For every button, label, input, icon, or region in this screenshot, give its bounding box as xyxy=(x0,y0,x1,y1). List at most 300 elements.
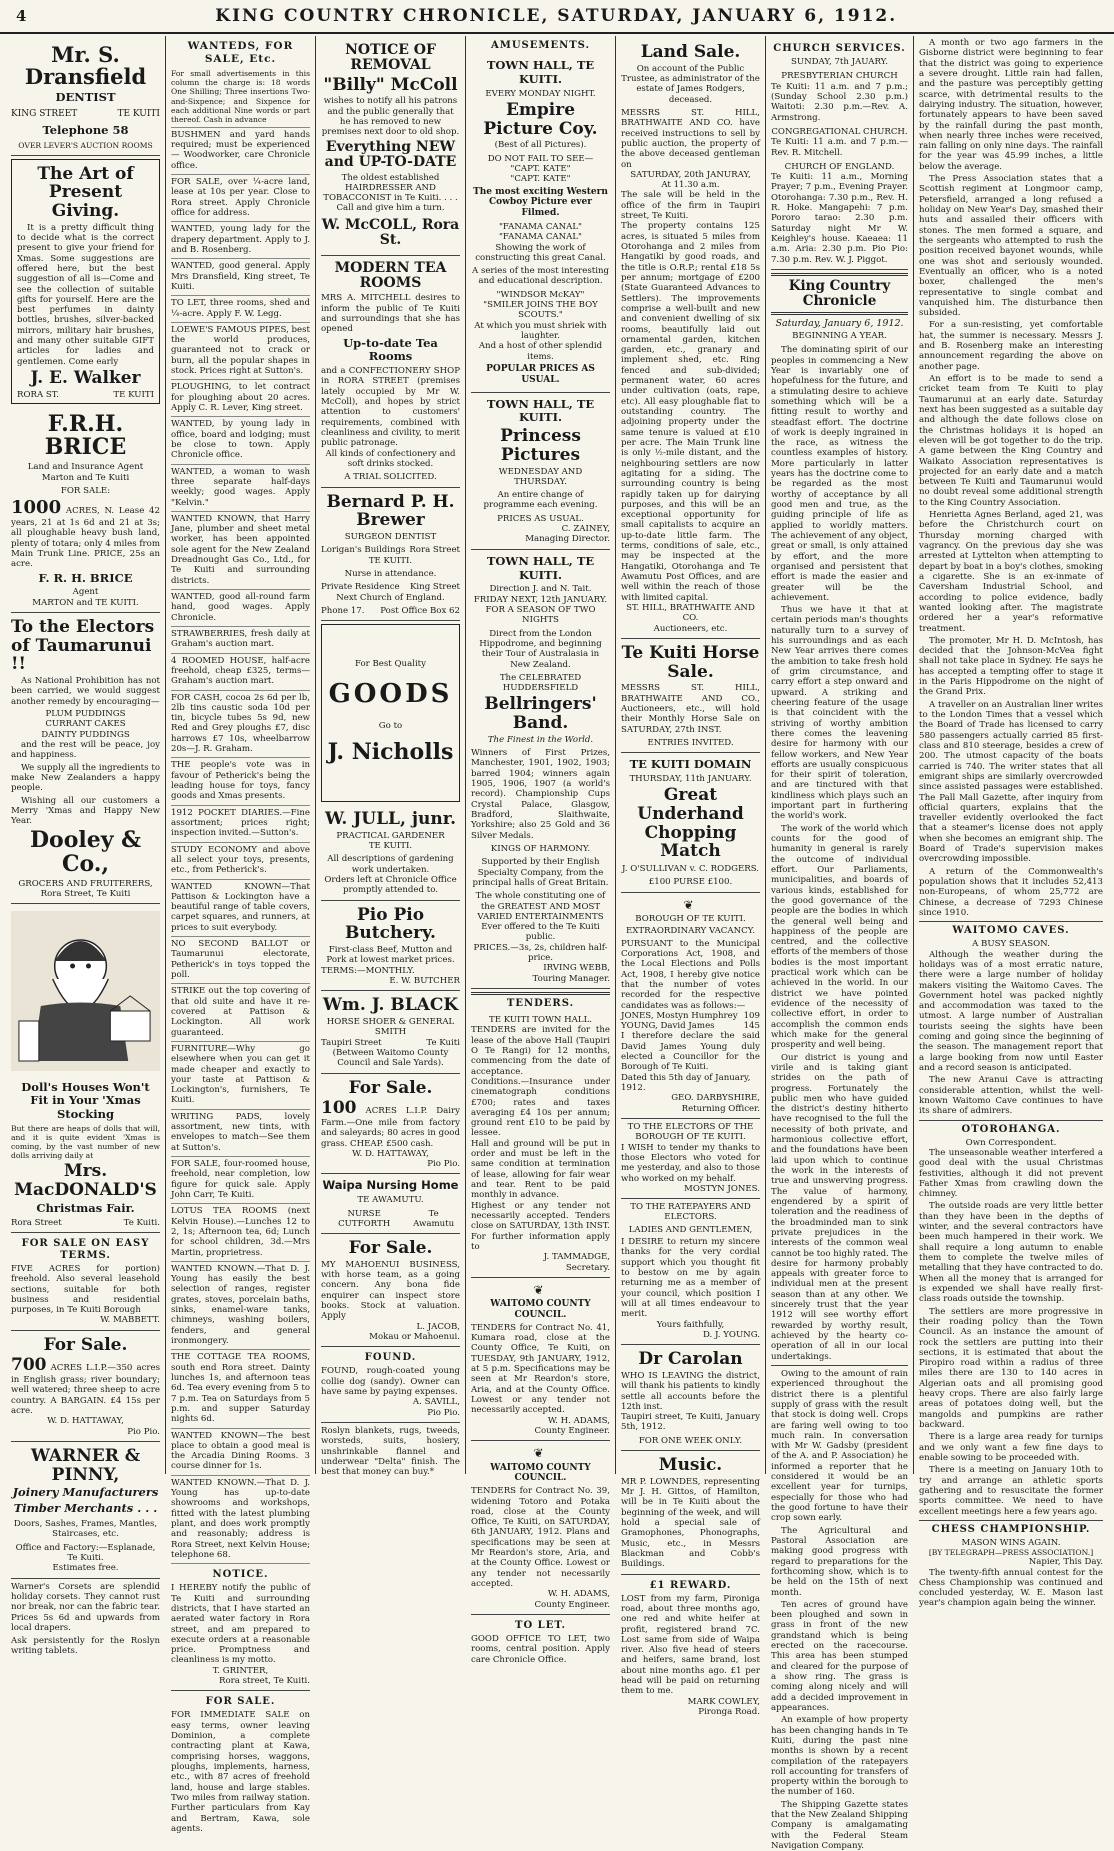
waipa-title: Waipa Nursing Home xyxy=(322,1178,459,1193)
wanted-item: PLOUGHING, to let contract for ploughing about 20 acres. Apply C. R. Lever, King street. xyxy=(171,380,310,417)
bellringers-sig: IRVING WEBB, xyxy=(543,963,610,974)
empire-sub: (Best of all Pictures). xyxy=(494,140,587,151)
macdonald-ad xyxy=(11,904,160,1233)
chopping-domain: TE KUITI DOMAIN xyxy=(629,757,752,772)
bellringers-body3: Supported by their English Specialty Company, from the principal halls of Great Britain. xyxy=(472,857,609,888)
dooley-list-item: CURRANT CAKES xyxy=(45,719,126,730)
otorohanga-sub: Own Correspondent. xyxy=(965,1137,1057,1148)
chopping-purse: £100 PURSE £100. xyxy=(648,877,733,888)
crest-icon: ❦ xyxy=(683,897,698,912)
column-2 xyxy=(166,36,316,1834)
piopio-terms: TERMS:—MONTHLY. xyxy=(321,965,415,976)
nicholls-goods: GOODS xyxy=(328,679,453,710)
vacancy-sig: GEO. DARBYSHIRE, xyxy=(671,1093,760,1104)
mahoenui-sig: L. JACOB, xyxy=(416,1321,460,1332)
editorial-para: The dominating spirit of our peoples in commencing a New Year is invariably one of hopefulness for the future, and a stimulating desire to achieve something which will be a fitting result to worthy and steadfast effort. The doctrine of work is deeply ingrained in the race, as witness the countless examples of history. More particularly in latter years has the doctrine come to be regarded as the most worthy of acceptance by all good men and true, as the guiding principle of life as applied to worldly matters. The achievement of any object, great or small, is only attained by effort, and the more organised and persistent that effort is made the easier and greater will be the achievement. xyxy=(771,345,908,603)
horsesale-ad xyxy=(621,639,760,753)
chopping-title: Great Underhand Chopping Match xyxy=(637,785,744,862)
young-sig: D. J. YOUNG. xyxy=(702,1329,760,1340)
dooley-body3: We supply all the ingredients to make New Zealanders a happy people. xyxy=(11,762,160,794)
mccoll-name: "Billy" McColl xyxy=(323,74,458,95)
services-title: CHURCH SERVICES. xyxy=(773,43,906,54)
reward-ad xyxy=(621,1575,760,1722)
wanted-item: FOR SALE, four-roomed house, freehold, near completion, low figure for quick sale. Apply John Carr, Te Kuiti. xyxy=(171,1157,310,1204)
vacancy-ad xyxy=(621,893,760,1119)
dooley-list-item: DAINTY PUDDINGS xyxy=(41,729,130,740)
otorohanga-body2: The outside roads are very little better than they have been in the depths of winter, and the several contractors have been much hampered in their work. We shall require a long autumn to enable them to complete the twelve miles of metalling that they have contracted to do. When all the money that is arranged for is expended we shall have really first-class roads outside the township. xyxy=(919,1201,1103,1305)
chess-place: Napier, This Day. xyxy=(1028,1557,1103,1568)
service-group-body: Te Kuiti: 11 a.m. and 7 p.m.—Rev. R. Mitchell. xyxy=(771,137,908,158)
bellringers-kings: KINGS OF HARMONY. xyxy=(490,843,591,854)
carolan-title: Dr Carolan xyxy=(638,1349,743,1370)
waitomo2-sig: W. H. ADAMS, xyxy=(547,1589,610,1600)
waitomo1-title: WAITOMO COUNTY COUNCIL. xyxy=(490,1299,591,1321)
dooley-body4: Wishing all our customers a Merry 'Xmas and Happy New Year. xyxy=(11,795,160,827)
black-name: Wm. J. BLACK xyxy=(322,995,459,1016)
page-columns xyxy=(6,36,1108,1851)
wanted-item: WANTED KNOWN—That Pattison & Lockington have a beautiful range of table covers, carpet squares, and runners, at prices to suit everybody. xyxy=(171,880,310,938)
empire-film: "FANAMA CANAL" xyxy=(498,232,582,243)
princess-body: An entire change of programme each evening. xyxy=(483,490,598,511)
chopping-ad xyxy=(621,753,760,892)
found-body: FOUND, rough-coated young collie dog (sandy). Owner can have same by paying expenses. xyxy=(321,1366,460,1397)
mahoenui-body: MY MAHOENUI BUSINESS, with horse team, as a going concern. Any bona fide enquirer can inspect store books. Stock at valuation. Apply xyxy=(321,1259,460,1322)
bellringers-prices: PRICES.—3s, 2s, children half-price. xyxy=(473,942,608,964)
bellringers-body4: The whole constituting one of the GREATEST AND MOST VARIED ENTERTAINMENTS Ever offered to the Te Kuiti public. xyxy=(475,891,606,943)
grinter-body: I HEREBY notify the public of Te Kuiti and surrounding districts, that I have started an aerated water factory in Rora street, and am prepared to execute orders at a reasonable price. Promptness and cleanliness is my motto. xyxy=(171,1583,310,1666)
page-number: 4 xyxy=(16,7,27,25)
warner-items: Doors, Sashes, Frames, Mantles, Staircases, etc. xyxy=(13,1519,158,1540)
tearooms-body3: All kinds of confectionery and soft drinks stocked. xyxy=(325,448,456,469)
dransfield-name: Mr. S. Dransfield xyxy=(24,42,147,90)
empire-prices: POPULAR PRICES AS USUAL. xyxy=(486,363,595,385)
empire-desc3: A series of the most interesting and educational description. xyxy=(472,266,609,287)
santa-illustration-icon xyxy=(11,911,160,1071)
wanteds-rates: For small advertisements in this column the charge is: 18 words One Shilling; Three insertions Two-and-Sixpence; and Sixpence for each additional Nine words or part thereof. Cash in advance xyxy=(171,67,310,128)
wanted-item: WANTED KNOWN.—That D. J. Young has up-to-date showrooms and workshops, fitted with the latest plumbing plant, and does work promptly and reasonably; address is Rora Street, next Kelvin House; telephone 68. xyxy=(171,1476,310,1565)
forsale-acres: 100 xyxy=(321,1098,357,1119)
empire-film: "SMILER JOINS THE BOY SCOUTS." xyxy=(483,300,598,321)
otorohanga-body4: There is a large area ready for turnips and we only want a few fine days to enable sowing to be proceeded with. xyxy=(919,1432,1103,1463)
brewer-street: Rora Street xyxy=(409,545,460,556)
wanted-item: STRAWBERRIES, fresh daily at Graham's auction mart. xyxy=(171,627,310,654)
kay-title: FOR SALE. xyxy=(205,1696,276,1708)
walker-street: RORA ST. xyxy=(17,389,60,400)
chopping-when: THURSDAY, 11th JANUARY. xyxy=(629,773,752,784)
note-para: The Agricultural and Pastoral Association are making good progress with regard to preparations for the forthcoming show, which is to be held on the 15th of next month. xyxy=(771,1525,908,1598)
wanted-item: WANTED KNOWN.—That D. J. Young has easily the best selection of ranges, register grates, stoves, porcelain baths, sinks, enamel-ware tanks, chimneys, washing boilers, fenders, and general ironmongery. xyxy=(171,1262,310,1351)
bellringers-when: FRIDAY NEXT, 12th JANUARY. xyxy=(473,594,608,605)
mccoll-title: NOTICE OF REMOVAL xyxy=(345,42,436,74)
landsale-body2: MESSRS ST. HILL, BRATHWAITE AND CO. have received instructions to sell by public auction, the property of the above deceased gentleman on xyxy=(621,107,760,170)
reward-sig: MARK COWLEY, xyxy=(687,1696,760,1707)
wanteds-header: WANTEDS, FOR SALE, Etc. xyxy=(187,40,294,65)
service-group-body: Te Kuiti: 11 a.m., Morning Prayer; 7 p.m., Evening Prayer. Otorohanga: 7.30 p.m., Rev. H. R. Hoke. Mangapehi: 7 p.m. Pororo tarao: 2.30 p.m. Saturday night Mr W. Keighley's house. Kaeaea: 11 a.m. Aria: 2.30 p.m. Pio Pio: 7.30 p.m. Rev. W. J. Piggot. xyxy=(771,172,908,265)
service-group-name: CHURCH OF ENGLAND. xyxy=(784,161,895,172)
jull-role: PRACTICAL GARDENER xyxy=(336,830,445,841)
empire-name: Empire Picture Coy. xyxy=(483,99,598,139)
reward-addr: Pironga Road. xyxy=(698,1707,760,1717)
tearooms-ad xyxy=(321,256,460,488)
tearooms-body: MRS A. MITCHELL desires to inform the public of Te Kuiti and surroundings that she has opened xyxy=(321,293,460,335)
hattaway-town: Pio Pio. xyxy=(127,1426,160,1437)
waitomo2-title: WAITOMO COUNTY COUNCIL. xyxy=(490,1462,591,1484)
service-group-body: Te Kuiti: 11 a.m. and 7 p.m.; (Sunday School 2.30 p.m.) Waitoti: 2.30 p.m.—Rev. A. Armstrong. xyxy=(771,81,908,123)
princess-role: Managing Director. xyxy=(525,534,610,545)
black-ad xyxy=(321,991,460,1073)
tenders-sig: J. TAMMADGE, xyxy=(543,1252,610,1263)
young-ad xyxy=(621,1199,760,1345)
service-group-name: CONGREGATIONAL CHURCH. xyxy=(771,126,908,137)
carolan-week: FOR ONE WEEK ONLY. xyxy=(638,1435,743,1446)
dooley-body: As National Prohibition has not been carried, we would suggest another remedy by encouraging— xyxy=(11,676,160,707)
note-para: A traveller on an Australian liner writes to the London Times that a vessel which the Board of Trade has licensed to carry 580 passengers actually carried 85 first-class and 810 steerage, besides a crew of 200. The utmost capacity of the boats carried is 740. The writer states that all emigrant ships are similarly overcrowded since assisted passages were established. The Pall Mall Gazette, after inquiry from official quarters, explains that the traveller evidently overlooked the fact that a steamer's license does not apply when she becomes an emigrant ship. The Board of Trade's supervision makes overcrowding impossible. xyxy=(919,699,1103,865)
dooley-body2: and the rest will be peace, joy and happiness. xyxy=(11,739,160,761)
found-ad xyxy=(321,1347,460,1423)
empire-desc4: At which you must shriek with laughter. xyxy=(474,320,607,342)
landsale-body: On account of the Public Trustee, as administrator of the estate of James Rodgers, deceased. xyxy=(621,63,760,105)
reward-title: £1 REWARD. xyxy=(649,1579,732,1591)
music-title: Music. xyxy=(658,1455,723,1476)
wanted-item: STUDY ECONOMY and above all select your toys, presents, etc., from Petherick's. xyxy=(171,843,310,880)
vacancy-body2: I therefore declare the said David James Young duly elected a Councillor for the Borough of Te Kuiti. xyxy=(621,1031,760,1073)
music-body: MR P. LOWNDES, representing Mr J. H. Gittos, of Hamilton, will be in Te Kuiti about the beginning of the week, and will hold a special sale of Gramophones, Phonographs, Music, etc., in Messrs Blackman and Cobb's Buildings. xyxy=(621,1476,760,1570)
carolan-body: WHO IS LEAVING the district, will thank his patients to kindly settle all accounts before the 12th inst. xyxy=(621,1370,760,1412)
note-para: The promoter, Mr H. D. McIntosh, has decided that the Johnson-McVea fight shall not take place in Sydney. He says he has accepted a tempting offer to stage it in the Paris Hippodrome on the night of the Grand Prix. xyxy=(919,635,1103,698)
piopio-body: First-class Beef, Mutton and Pork at lowest market prices. xyxy=(326,945,455,966)
general-notes xyxy=(919,38,1103,918)
macdonald-street: Rora Street xyxy=(11,1217,62,1228)
forsale-body: ACRES L.I.P. Dairy Farm.—One mile from factory and saleyards; 80 acres in good grass. CHEAP. £500 cash. xyxy=(321,1106,461,1149)
wanted-item: 4 ROOMED HOUSE, half-acre freehold, cheap £325, terms—Graham's auction mart. xyxy=(171,654,310,691)
tenders-body4: Highest or any tender not necessarily accepted. Tenders close on SATURDAY, 13th INST. For further information apply to xyxy=(471,1200,610,1252)
empire-when: EVERY MONDAY NIGHT. xyxy=(485,88,596,99)
jull-body: All descriptions of gardening work undertaken. xyxy=(327,854,454,875)
caves-body2: The new Aranui Cave is attracting considerable attention, whilst the well-known Waitomo Cave continues to have its share of admirers. xyxy=(919,1075,1103,1117)
grinter-title: NOTICE. xyxy=(212,1569,269,1581)
brice-sig: F. R. H. BRICE xyxy=(38,570,133,585)
waipa-nurse: NURSE CUTFORTH xyxy=(338,1208,391,1229)
bellringers-dir: Direction J. and N. Tait. xyxy=(489,584,592,595)
grinter-sig: T. GRINTER, xyxy=(212,1665,269,1676)
landsale-role: Auctioneers, etc. xyxy=(653,623,728,634)
walker-title: The Art of Present Giving. xyxy=(37,163,134,221)
wanted-item: WANTED, by young lady in office, board and lodging; must be close to town. Apply Chronicle office. xyxy=(171,417,310,464)
landsale-sig: ST. HILL, BRATHWAITE AND CO. xyxy=(626,602,755,624)
mahoenui-town: Mokau or Mahoenui. xyxy=(369,1332,460,1343)
tenders-hall-ad xyxy=(471,1012,610,1278)
found-sig: A. SAVILL, xyxy=(412,1397,460,1408)
piopio-ad xyxy=(321,901,460,992)
otorohanga-body: The unseasonable weather interfered a good deal with the usual Christmas festivities, although it did not prevent Father Xmas from crawling down the chimney. xyxy=(919,1147,1103,1200)
vacancy-body: PURSUANT to the Municipal Corporations Act, 1908, and the Local Elections and Polls Act, 1908, I hereby give notice that the number of votes recorded for the respective candidates was as follows:— xyxy=(621,938,760,1011)
music-ad xyxy=(621,1451,760,1575)
brewer-church: Next Church of England. xyxy=(336,592,445,603)
wanteds-list xyxy=(171,128,310,1564)
dooley-title: To the Electors of Taumarunui !! xyxy=(11,617,155,675)
editorial-body xyxy=(771,345,908,1362)
dransfield-role: DENTIST xyxy=(55,90,116,105)
chess-title: CHESS CHAMPIONSHIP. xyxy=(931,1523,1091,1535)
brice-town: Marton and Te Kuiti xyxy=(41,472,130,483)
empire-film: "CAPT. KATE" xyxy=(510,174,571,185)
column-1 xyxy=(6,36,166,1657)
tearooms-body2: and a CONFECTIONERY SHOP in RORA STREET (premises lately occupied by Mr W. McColl), and hopes by strict attention to customers' requirements, combined with cleanliness and civility, to merit public patronage. xyxy=(321,366,460,449)
dooley-list-item: PLUM PUDDINGS xyxy=(45,709,126,720)
waipa-ad xyxy=(321,1174,460,1234)
wanted-item: FURNITURE—Why go elsewhere when you can get it made cheaper and exactly to your taste at Pattison & Lockington's, furnishers, Te Kuiti. xyxy=(171,1042,310,1110)
jull-name: W. JULL, junr. xyxy=(324,809,457,830)
note-para: Owing to the amount of rain experienced throughout the district there is a plentiful supply of grass with the result that stock is doing well. Crops are faring well owing to too much rain. In conversation with Mr W. Gadsby (president of the A. and P. Association) he informed a reporter that he considered it would be an excellent year for turnips, especially for those who had the good fortune to have their crop sown early. xyxy=(771,1368,908,1524)
wanted-item: BUSHMEN and yard hands required; must be experienced — Woodworker, care Chronicle office. xyxy=(171,128,310,175)
editorial-date: Saturday, January 6, 1912. xyxy=(775,317,904,329)
princess-hall: TOWN HALL, TE KUITI. xyxy=(486,396,595,425)
piopio-sig: E. W. BUTCHER xyxy=(389,975,460,986)
jones-ad xyxy=(621,1119,760,1199)
mahoenui-ad xyxy=(321,1234,460,1347)
hattaway-acres: 700 xyxy=(11,1355,47,1376)
found-town: Pio Pio. xyxy=(427,1407,460,1418)
landsale-body4: The property contains 125 acres, is situated 5 miles from Otorohanga and 2 miles from Hangatiki by good roads, and the title is O.R.P.; rental £18 5s per annum; mortgage of £200 (State Guaranteed Advances to Settlers). The improvements comprise a well-built and new and convenient dwelling of six rooms, beautifully laid out ornamental garden, kitchen garden, etc., granary and implement shed, etc. Ring fenced and sub-divided; permanent water, 60 acres under cultivation (oats, rape, etc). All easy ploughable flat to outstanding country. The adjoining property under the same tenure is valued at £10 per acre. The Main Trunk line is only ½-mile distant, and the neighbouring settlers are now agitating for a siding. The surrounding country is being rapidly taken up for dairying purposes, and this will be an exceptional opportunity for small capitalists to acquire an up-to-date little farm. The terms, conditions of sale, etc., may be inspected at the Hangatiki, Otorohanga and Te Awamutu Post Offices, and are well within the reach of those with limited capital. xyxy=(621,221,760,603)
wanted-item: TO LET, three rooms, shed and ¼-acre. Apply F. W. Legg. xyxy=(171,296,310,323)
otorohanga-body5: There is a meeting on January 10th to try and arrange an athletic sports gathering and to resuscitate the former sports committee. We need to have excellent meetings here a few years ago. xyxy=(919,1465,1103,1517)
editorial-para: Thus we have it that at certain periods man's thoughts naturally turn to a survey of his surroundings and as each New Year arrives there comes the ambition to take fresh hold of grim circumstance, and carry effort a step onward and upward. A striking and cheering feature of the usage is that coincident with the striving of worthy ambition there comes the leavening desire for harmony with our fellow workers, and New Year efforts are usually conspicuous for their spirit of toleration, and are tinctured with that kindliness which plays such an important part in furthering the world's work. xyxy=(771,605,908,822)
bellringers-ad xyxy=(471,550,610,989)
editorial-para: Our district is young and virile and is taking giant strides on the path of progress. Fortunately the public men who have guided the district's destiny hitherto have recognised to the full the necessity of both private, and harmonious collective effort, and the foundations have been laid upon which to continue the work in the interests of true and unswerving progress. The value of harmony, engendered by a spirit of toleration and the readiness of the broadminded man to sink private prejudices in the interests of the common weal cannot be too highly rated. The desire for harmony probably appeals with greater force to individual men at the present season than at any other. We sincerely trust that the year 1912 will see worthy effort rewarded by worthy result, achieved by the hearty co-operation of all in our local undertakings. xyxy=(771,1052,908,1362)
service-group-name: PRESBYTERIAN CHURCH xyxy=(781,71,898,82)
brewer-role: SURGEON DENTIST xyxy=(344,531,437,542)
horsesale-body: MESSRS ST. HILL, BRATHWAITE AND CO., Auctioneers, etc., will hold their Monthly Horse Sale on SATURDAY, 27th INST. xyxy=(621,683,760,735)
black-role: HORSE SHOER & GENERAL SMITH xyxy=(326,1016,455,1038)
horsesale-title: Te Kuiti Horse Sale. xyxy=(621,642,760,682)
brice-sig-role: Agent xyxy=(72,587,99,598)
jull-ad xyxy=(321,805,460,901)
wanted-item: LOEWE'S FAMOUS PIPES, best the world produces, guaranteed not to crack or burn, all the popular shapes in stock. Prices right at Sutton's. xyxy=(171,323,310,381)
brice-acres: 1000 xyxy=(11,497,62,519)
editorial-para: The work of the world which counts for the good of humanity in general is rarely the outcome of individual effort. Our Parliaments, municipalities, and boards of various kinds, established for the good governance of the people are the bodies in which the general well being and happiness of the people are centred, and the collective efforts of the members of those bodies is the most important practical work which can be achieved in the world. In our district we have pointed evidence of the necessity of collective effort, in order to accomplish the common ends which make for the general prosperity and well being. xyxy=(771,823,908,1051)
tenders-role: Secretary. xyxy=(565,1262,610,1273)
candidate-name: JONES, Mostyn Humphrey xyxy=(621,1010,738,1021)
empire-desc: The most exciting Western Cowboy Picture ever Filmed. xyxy=(473,186,608,219)
mabbett-title: FOR SALE ON EASY TERMS. xyxy=(21,1237,150,1261)
note-para: The Shipping Gazette states that the New Zealand Shipping Company is amalgamating with the Federal Steam Navigation Company. xyxy=(771,1799,908,1851)
warner-est: Estimates free. xyxy=(52,1563,119,1574)
nicholls-ad xyxy=(321,624,460,802)
column-7 xyxy=(914,36,1108,1609)
crest-icon: ❦ xyxy=(533,1282,548,1297)
grinter-ad xyxy=(171,1564,310,1691)
tenders-body2: Conditions.—Insurance under cinematograph conditions £700; rates and taxes averaging £4 10s per annum; ground rent £10 to be paid by lessee. xyxy=(471,1076,610,1139)
landsale-time: At 11.30 a.m. xyxy=(661,180,720,191)
candidate-votes: 109 xyxy=(743,1010,760,1021)
piopio-title: Pio Pio Butchery. xyxy=(345,904,436,944)
reward-body: LOST from my farm, Pironiga road, about three months ago, one red and white heifer at profit, registered brand 7C. Lost same from side of Waipa river. Also five head of steers and heifers, same brand, lost about nine months ago. £1 per head will be paid on returning them to me. xyxy=(621,1593,760,1697)
note-para: An example of how property has been changing hands in Te Kuiti, during the past nine months is shown by a recent compilation of the ratepayers roll accounting for transfers of property within the borough to the number of 160. xyxy=(771,1715,908,1798)
wanted-item: FOR SALE, over ¼-acre land, lease at 10s per year. Close to Rora street. Apply Chronicle office for address. xyxy=(171,175,310,222)
tolet-ad xyxy=(471,1615,610,1669)
brice-name: F.R.H. BRICE xyxy=(44,411,127,461)
roslyn-ad: Roslyn blankets, rugs, tweeds, worsteds, suits, hosiery, unshrinkable flannel and underwear "Delta" finish. The best that money can buy.* xyxy=(321,1425,460,1478)
horsesale-entries: ENTRIES INVITED. xyxy=(647,737,734,748)
jones-body: I WISH to tender my thanks to those Electors who voted for me yesterday, and also to those who worked on my behalf. xyxy=(621,1142,760,1184)
landsale-body3: The sale will be held in the office of the firm in Taupiri street, Te Kuiti. xyxy=(621,190,760,222)
note-para: The Press Association states that a Scottish regiment at Longmoor camp, Petersfield, arranged a long refused a holiday on New Year's Day, smashed their huts and assailed their officers with stones. The men formed a square, and the sergeants who attempted to rush the position received bayonet wounds, while one was shot and seriously wounded. Eventually an officer, who is a noted boxer, challenged the men's representative to single combat and vanquished him. The disturbance then subsided. xyxy=(919,174,1103,319)
waipa-town: TE AWAMUTU. xyxy=(357,1195,424,1206)
macdonald-town: Te Kuiti. xyxy=(123,1217,160,1228)
bellringers-body: Direct from the London Hippodrome, and beginning their Tour of Australasia in New Zealand. xyxy=(479,628,602,670)
dransfield-phone: Telephone 58 xyxy=(42,122,129,137)
dransfield-street: KING STREET xyxy=(11,108,78,119)
wanted-item: THE COTTAGE TEA ROOMS, south end Rora street. Dainty lunches 1s, and afternoon teas 6d. Tea every evening from 5 to 7 p.m. Tea on Saturdays from 5 p.m. and supper Saturday nights 6d. xyxy=(171,1350,310,1428)
column-6 xyxy=(766,36,914,1851)
empire-hall: TOWN HALL, TE KUITI. xyxy=(486,58,595,86)
note-para: For a sun-resisting, yet comfortable hat, the summer is necessary. Messrs J. and B. Rosenberg make an interesting announcement regarding the above on another page. xyxy=(919,320,1103,372)
found-title: FOUND. xyxy=(364,1352,417,1364)
corsets-body2: Ask persistently for the Roslyn writing tablets. xyxy=(11,1636,160,1657)
walker-ad xyxy=(11,159,160,404)
warner-trade: Joinery Manufacturers xyxy=(12,1485,159,1500)
jones-sig: MOSTYN JONES. xyxy=(684,1183,760,1194)
brewer-res-st: King Street xyxy=(409,582,460,593)
young-close: Yours faithfully, xyxy=(656,1319,725,1330)
chess-sub: MASON WINS AGAIN. xyxy=(961,1537,1061,1548)
column-5 xyxy=(616,36,766,1717)
wanted-item: THE people's vote was in favour of Petherick's being the leading house for toys, fancy goods and Xmas presents. xyxy=(171,758,310,805)
hattaway-ad xyxy=(11,1331,160,1442)
caves-body: Although the weather during the holidays was of a most erratic nature, there were a large number of holiday makers visiting the Waitomo Caves. The Government hotel was packed nightly and accommodation was taxed to the utmost. A large number of Australian tourists seeing the sights have been coming and going since the beginning of the season. The management report that a large booking from now until Easter and a record season is anticipated. xyxy=(919,949,1103,1073)
dransfield-town: TE KUITI xyxy=(117,108,160,119)
macdonald-name: Mrs. MacDONALD'S xyxy=(14,1161,157,1201)
warner-ad xyxy=(11,1442,160,1579)
crest-icon: ❦ xyxy=(533,1446,548,1461)
column-4 xyxy=(466,36,616,1665)
young-body: I DESIRE to return my sincere thanks for the very cordial support which you thought fit to bestow on me by again returning me as a member of your council, which position I will at all times endeavour to merit. xyxy=(621,1237,760,1320)
bellringers-hall: TOWN HALL, TE KUITI. xyxy=(486,553,595,582)
waitomo2-role: County Engineer. xyxy=(534,1599,610,1610)
waipa-nurse-town: Te Awamutu xyxy=(413,1208,455,1229)
note-para: A month or two ago farmers in the Gisborne district were beginning to fear that the district was going to experience a severe drought. Little rain had fallen, and the pasture was perceptibly getting scarce, with detrimental results to the dairying industry. The situation, however, fortunately appears to have been saved by the rainfall during the past month, when nearly three inches were received, rain falling on only nine days. The rainfall for the year was 45.99 inches, a little below the average. xyxy=(919,38,1103,172)
jull-town: TE KUITI. xyxy=(368,841,413,852)
brewer-phone: Phone 17. xyxy=(321,605,365,616)
brewer-bldg: Lorigan's Buildings xyxy=(321,545,406,556)
masthead xyxy=(0,0,1114,34)
chopping-who: J. O'SULLIVAN v. C. RODGERS. xyxy=(621,863,760,874)
brice-ad xyxy=(11,407,160,613)
landsale-when: SATURDAY, 20th JANURAY, xyxy=(630,169,751,180)
vacancy-borough: BOROUGH OF TE KUITI. xyxy=(635,914,746,924)
bellringers-sub: The Finest in the World. xyxy=(487,734,594,745)
wanted-item: WANTED, good all-round farm hand, good wages. Apply Chronicle. xyxy=(171,590,310,627)
empire-film: "CAPT. KATE" xyxy=(510,163,571,174)
wanted-item: WANTED, a woman to wash three separate half-days weekly; good wages. Apply "Kelvin." xyxy=(171,465,310,512)
tenders-hall: TE KUITI TOWN HALL. xyxy=(488,1015,593,1026)
otorohanga-title: OTOROHANGA. xyxy=(961,1123,1061,1135)
candidate-votes: 145 xyxy=(743,1021,760,1032)
bellringers-body2: Winners of First Prizes, Manchester, 1901, 1902, 1903; barred 1904; winners again 1905, 1906, 1907 (a world's record). Championship Cups Crystal Palace, Glasgow, Bradford, Slaithwaite, Yorkshire; also 25 Gold and 36 Silver Medals. xyxy=(471,748,610,841)
mabbett-ad xyxy=(11,1233,160,1331)
church-services xyxy=(771,38,908,270)
wanted-item: WRITING PADS, lovely assortment, new tints, with envelopes to match—See them at Sutton's. xyxy=(171,1110,310,1157)
bellringers-role: Touring Manager. xyxy=(532,973,610,984)
note-para: A return of the Commonwealth's population shows that it includes 52,413 non-Europeans, of whom 25,772 are Chinese, a decrease of 7293 Chinese since 1910. xyxy=(919,866,1103,918)
nicholls-lead: For Best Quality xyxy=(354,659,426,670)
princess-name: Princess Pictures xyxy=(500,426,581,465)
princess-prices: PRICES AS USUAL. xyxy=(497,513,584,524)
brewer-box: Post Office Box 62 xyxy=(380,605,460,616)
corsets-body: Warner's Corsets are splendid holiday corsets. They cannot rust nor break, nor can the fabric tear. Prices 5s 6d and upwards from local drapers. xyxy=(11,1581,160,1633)
carolan-ad xyxy=(621,1345,760,1451)
mccoll-body2: The oldest established HAIRDRESSER AND TOBACCONIST in Te Kuiti. . . . Call and give him a turn. xyxy=(323,172,458,214)
young-title: TO THE RATEPAYERS AND ELECTORS. xyxy=(630,1202,751,1223)
waitomo2-body: TENDERS for Contract No. 39, widening Totoro and Potaka road, close at the County Office, Te Kuiti, on SATURDAY, 6th JANUARY, 1912. Plans and specifications may be seen at Mr Reardon's store, Aria, and at the County Office. Lowest or any tender not necessarily accepted. xyxy=(471,1486,610,1590)
warner-name: WARNER & PINNY, xyxy=(30,1446,141,1485)
jones-title: TO THE ELECTORS OF THE BOROUGH OF TE KUITI. xyxy=(627,1121,754,1143)
empire-miss: DO NOT FAIL TO SEE— xyxy=(487,153,594,164)
empire-desc2: Showing the work of constructing this great Canal. xyxy=(475,242,606,263)
bellringers-name: Bellringers' Band. xyxy=(484,694,597,734)
hattaway-title: For Sale. xyxy=(43,1334,128,1355)
candidate-name: YOUNG, David James xyxy=(621,1021,715,1032)
jull-body2: Orders left at Chronicle Office promptly attended to. xyxy=(324,875,457,896)
bellringers-season: FOR A SEASON OF TWO NIGHTS xyxy=(485,604,596,626)
grinter-addr: Rora street, Te Kuiti. xyxy=(219,1676,310,1687)
hattaway-body: ACRES L.I.P.—350 acres in English grass; river boundary; well watered; three sheep to acre country. A BARGAIN. £4 15s per acre. xyxy=(11,1363,161,1417)
wanted-item: WANTED KNOWN—The best place to obtain a good meal is the Arcadia Dining Rooms. 3 course dinner for 1s. xyxy=(171,1429,310,1476)
forsale-sig: W. D. HATTAWAY, xyxy=(352,1148,429,1159)
warner-trade2: Timber Merchants . . . xyxy=(13,1501,158,1516)
tenders-header: TENDERS. xyxy=(506,998,575,1010)
forsale-town: Pio Pio. xyxy=(427,1159,460,1170)
wanted-item: STRIKE out the top covering of that old suite and have it re-covered at Pattison & Lockington. All work guaranteed. xyxy=(171,984,310,1042)
empire-film: "WINDSOR McKAY" xyxy=(496,289,585,300)
services-date: SUNDAY, 7th JAUARY. xyxy=(791,57,888,67)
landsale-title: Land Sale. xyxy=(640,42,741,62)
dransfield-ad xyxy=(11,38,160,156)
black-street: Taupiri Street xyxy=(321,1037,382,1048)
wanted-item: FOR CASH, cocoa 2s 6d per lb, 2lb tins caustic soda 10d per tin, bicycle tubes 5s 9d, new Red and Grey ploughs £7, disc harrows £7 10s, wheelbarrow 20s—J. R. Graham. xyxy=(171,691,310,759)
forsale-ad xyxy=(321,1074,460,1175)
note-para: An effort is to be made to send a cricket team from Te Kuiti to play Taumarunui at an early date. Saturday next has been suggested as a suitable day and although the date follows close on the Christmas holidays it is hoped an eleven will be got together to do the trip. A game between the King Country and Waikato Association representatives is projected for an early date and a match between Te Kuiti and Taumarunui would no doubt reveal some additional strength to the King Country Association. xyxy=(919,374,1103,508)
brice-sig-town: MARTON and TE KUITI. xyxy=(32,597,139,608)
otorohanga-body3: The settlers are more progressive in their roading policy than the Town Council. As an instance the amount of rock the settlers are putting into their sections, it is estimated that about the Piropiro road within a radius of three miles there are 130 to 140 acres in Algerian oats and all promising good heavy crops. There are also fairly large areas of potatoes doing well, but the mangolds and pumpkins are rather backward. xyxy=(919,1306,1103,1430)
mccoll-slogan: Everything NEW and UP-TO-DATE xyxy=(324,138,457,171)
carolan-date: Taupiri street, Te Kuiti, January 5th, 1912. xyxy=(621,1412,760,1433)
brice-body: ACRES, N. Lease 42 years, 21 at 1s 6d and 21 at 3s; all ploughable heavy bush land, plenty of totara; only 4 miles from Main Trunk Line. PRICE, 25s an acre. xyxy=(11,506,160,570)
mahoenui-title: For Sale. xyxy=(348,1238,433,1259)
newspaper-title: KING COUNTRY CHRONICLE, SATURDAY, JANUARY 6, 1912. xyxy=(215,6,898,26)
nicholls-goto: Go to xyxy=(378,720,403,731)
dooley-name: Dooley & Co., xyxy=(29,827,142,877)
tenders-body: TENDERS are invited for the lease of the above Hall (Taupiri O Te Rangi) for 12 months, commencing from the date of acceptance. xyxy=(471,1025,610,1077)
kay-body: FOR IMMEDIATE SALE on easy terms, owner leaving Dominion, a complete contracting plant at Kawa, comprising horses, waggons, ploughs, implements, harness, etc., with 87 acres of freehold land, house and large stables. Two miles from railway station. Further particulars from Kay and Bertram, Kawa, sole agents. xyxy=(171,1710,310,1834)
dooley-ad xyxy=(11,613,160,904)
empire-film: "FANAMA CANAL" xyxy=(498,221,582,232)
brewer-res: Private Residence xyxy=(321,582,400,593)
caves-sub: A BUSY SEASON. xyxy=(972,939,1050,950)
dransfield-note: OVER LEVER'S AUCTION ROOMS xyxy=(18,141,153,151)
chess-tel: [BY TELEGRAPH—PRESS ASSOCIATION.] xyxy=(928,1548,1094,1558)
black-town: Te Kuiti xyxy=(426,1037,460,1048)
mccoll-body: wishes to notify all his patrons and the public generally that he has removed to new premises next door to old shop. xyxy=(321,96,460,138)
wanted-item: NO SECOND BALLOT or Taumarunui electorate, Petherick's in toys topped the poll. xyxy=(171,937,310,984)
vacancy-title: EXTRAORDINARY VACANCY. xyxy=(626,926,755,937)
landsale-ad xyxy=(621,38,760,639)
empire-ad xyxy=(471,54,610,393)
tearooms-trial: A TRIAL SOLICITED. xyxy=(344,472,437,483)
walker-name: J. E. Walker xyxy=(30,368,141,389)
mccoll-sig: W. McCOLL, Rora St. xyxy=(321,216,460,249)
nicholls-name: J. Nicholls xyxy=(327,738,454,765)
